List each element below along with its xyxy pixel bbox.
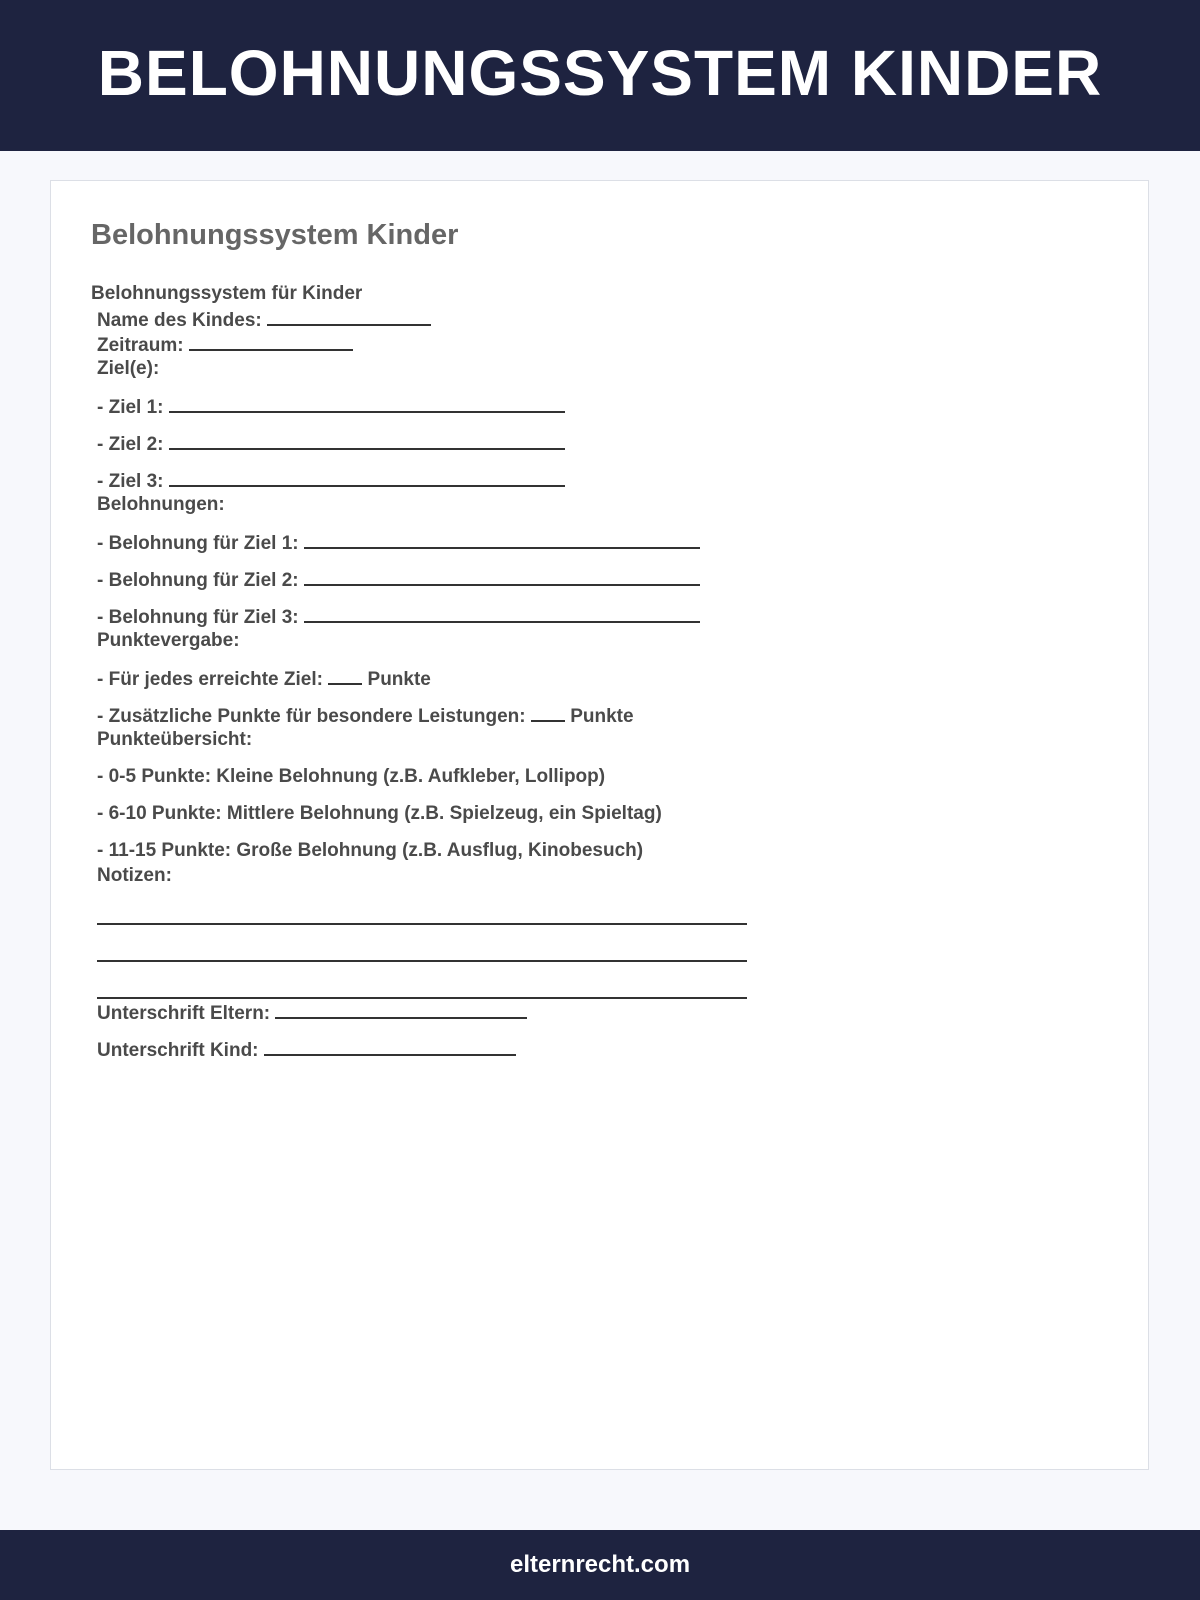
points-label: Punktevergabe: xyxy=(97,630,240,651)
name-row xyxy=(91,306,747,331)
points-extra-blank[interactable] xyxy=(531,702,565,722)
points-per-goal-row xyxy=(91,665,747,690)
form-intro: Belohnungssystem für Kinder xyxy=(91,283,363,304)
goal-blank[interactable] xyxy=(169,467,565,487)
rewards-label: Belohnungen: xyxy=(97,494,225,515)
sign-parents-label: Unterschrift Eltern: xyxy=(97,1003,271,1024)
notes-label: Notizen: xyxy=(97,865,172,886)
sign-child-label: Unterschrift Kind: xyxy=(97,1040,259,1061)
goal-blank[interactable] xyxy=(169,393,565,413)
reward-row xyxy=(91,603,747,628)
document-card xyxy=(50,180,1149,1470)
banner-title: BELOHNUNGSSYSTEM KINDER xyxy=(97,36,1103,109)
points-extra-row xyxy=(91,702,747,727)
reward-row xyxy=(91,566,747,591)
points-per-goal-blank[interactable] xyxy=(328,665,362,685)
overview-label: Punkteübersicht: xyxy=(97,729,253,750)
reward-label: - Belohnung für Ziel 3: xyxy=(97,607,299,628)
period-label: Zeitraum: xyxy=(97,335,184,356)
sign-child-blank[interactable] xyxy=(264,1036,516,1056)
name-blank[interactable] xyxy=(267,306,431,326)
header-banner xyxy=(0,0,1200,151)
points-per-goal-label: - Für jedes erreichte Ziel: xyxy=(97,669,323,690)
reward-blank[interactable] xyxy=(304,566,700,586)
overview-item: - 6-10 Punkte: Mittlere Belohnung (z.B. Spielzeug, ein Spieltag) xyxy=(97,803,662,824)
goal-row xyxy=(91,430,747,455)
goal-label: - Ziel 2: xyxy=(97,434,164,455)
goal-row xyxy=(91,467,747,492)
goal-row xyxy=(91,393,747,418)
points-unit: Punkte xyxy=(570,706,634,727)
reward-row xyxy=(91,529,747,554)
goal-label: - Ziel 1: xyxy=(97,397,164,418)
notes-line[interactable] xyxy=(97,925,747,962)
notes-line[interactable] xyxy=(97,888,747,925)
reward-label: - Belohnung für Ziel 1: xyxy=(97,533,299,554)
notes-line[interactable] xyxy=(97,962,747,999)
goal-blank[interactable] xyxy=(169,430,565,450)
goals-label: Ziel(e): xyxy=(97,358,160,379)
points-extra-label: - Zusätzliche Punkte für besondere Leistungen: xyxy=(97,706,526,727)
overview-item: - 11-15 Punkte: Große Belohnung (z.B. Ausflug, Kinobesuch) xyxy=(97,840,644,861)
reward-blank[interactable] xyxy=(304,603,700,623)
name-label: Name des Kindes: xyxy=(97,310,262,331)
document-heading: Belohnungssystem Kinder xyxy=(91,219,459,251)
goal-label: - Ziel 3: xyxy=(97,471,164,492)
period-row xyxy=(91,331,747,356)
points-unit: Punkte xyxy=(367,669,431,690)
reward-label: - Belohnung für Ziel 2: xyxy=(97,570,299,591)
reward-blank[interactable] xyxy=(304,529,700,549)
period-blank[interactable] xyxy=(189,331,353,351)
sign-parents-blank[interactable] xyxy=(275,999,527,1019)
overview-item: - 0-5 Punkte: Kleine Belohnung (z.B. Aufkleber, Lollipop) xyxy=(97,766,606,787)
footer-site: elternrecht.com xyxy=(509,1551,691,1578)
form-body xyxy=(91,281,747,1061)
sign-parents-row xyxy=(91,999,747,1024)
sign-child-row xyxy=(91,1036,747,1061)
footer-banner xyxy=(0,1530,1200,1600)
